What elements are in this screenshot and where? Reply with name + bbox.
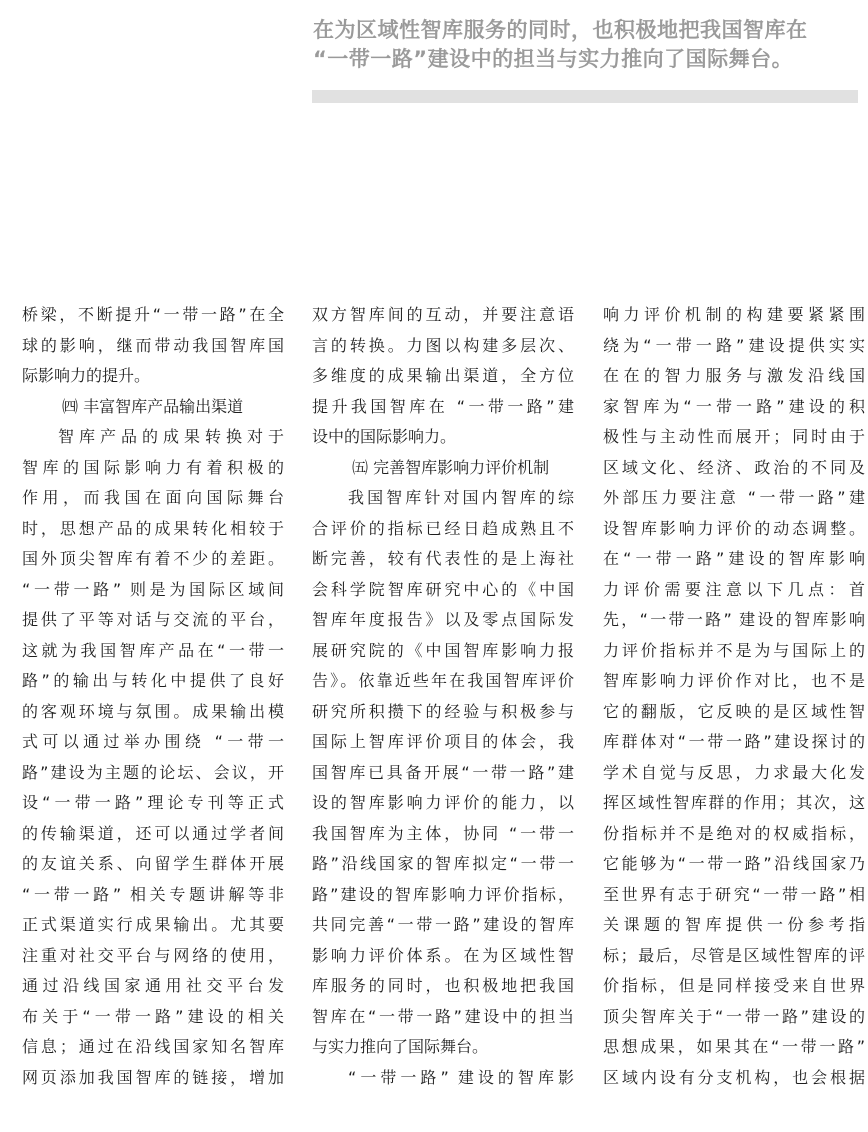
body-text-line: 响力评价机制的构建要紧紧围: [603, 305, 865, 324]
body-text-line: 提供了平等对话与交流的平台，: [22, 610, 284, 629]
body-text-line: 外部压力要注意 “一带一路”建: [603, 488, 865, 507]
body-text-line: 智库的国际影响力有着积极的: [22, 457, 284, 477]
body-text-line: 际影响力的提升。: [22, 366, 151, 385]
body-text-line: 我国智库为主体，协同 “一带一: [312, 823, 574, 843]
body-text-line: 挥区域性智库群的作用；其次，这: [603, 793, 865, 812]
body-text-line: 库服务的同时，也积极地把我国: [312, 976, 574, 995]
body-text-line: 言的转换。力图以构建多层次、: [312, 335, 574, 355]
body-text-line: 时，思想产品的成果转化相较于: [22, 518, 284, 538]
body-text-line: 设“一带一路”理论专刊等正式: [22, 793, 284, 812]
body-text-line: 信息；通过在沿线国家知名智库: [22, 1037, 284, 1056]
body-text-line: 的友谊关系、向留学生群体开展: [22, 854, 284, 873]
body-text-line: 力评价需要注意以下几点：首: [603, 579, 865, 599]
body-text-line: 绕为“一带一路”建设提供实实: [603, 335, 865, 355]
body-text-line: 影响力评价体系。在为区域性智: [312, 945, 574, 965]
body-text-line: 学术自觉与反思，力求最大化发: [603, 762, 865, 782]
body-text-line: 在“一带一路”建设的智库影响: [603, 549, 865, 568]
body-text-line: “一带一路” 相关专题讲解等非: [22, 884, 284, 904]
section-heading: ㈣ 丰富智库产品输出渠道: [62, 396, 244, 416]
body-text-line: 价指标，但是同样接受来自世界: [603, 976, 865, 995]
body-text-line: 的客观环境与氛围。成果输出模: [22, 701, 284, 721]
body-text-line: 标；最后，尽管是区域性智库的评: [603, 945, 865, 965]
body-text-line: 设的智库影响力评价的能力，以: [312, 793, 574, 812]
body-text-line: 正式渠道实行成果输出。尤其要: [22, 915, 284, 934]
text-column-left: [22, 300, 284, 1093]
body-text-line: 思想成果，如果其在“一带一路”: [603, 1037, 865, 1056]
body-text-line: 力评价指标并不是为与国际上的: [603, 640, 865, 660]
body-text-line: 注重对社交平台与网络的使用，: [22, 945, 284, 965]
body-text-line: 库群体对“一带一路”建设探讨的: [603, 732, 865, 751]
body-text-line: 桥梁，不断提升“一带一路”在全: [22, 305, 284, 324]
body-text-line: 智库在“一带一路”建设中的担当: [312, 1006, 574, 1026]
section-heading: ㈤ 完善智库影响力评价机制: [352, 457, 550, 477]
pull-quote: [313, 16, 868, 74]
body-text-line: 设智库影响力评价的动态调整。: [603, 518, 865, 538]
body-text-line: 我国智库针对国内智库的综: [348, 488, 574, 507]
body-text-line: 家智库为“一带一路”建设的积: [603, 396, 865, 416]
body-text-line: 份指标并不是绝对的权威指标，: [603, 823, 865, 843]
body-text-line: 断完善，较有代表性的是上海社: [312, 549, 574, 568]
body-text-line: 路”建设的智库影响力评价指标，: [312, 884, 574, 904]
body-text-line: 区域内设有分支机构，也会根据: [603, 1067, 865, 1087]
body-text-line: 国智库已具备开展“一带一路”建: [312, 762, 574, 782]
body-text-line: 共同完善“一带一路”建设的智库: [312, 915, 574, 934]
body-text-line: 与实力推向了国际舞台。: [312, 1037, 489, 1056]
body-text-line: 国际上智库评价项目的体会，我: [312, 732, 574, 751]
text-column-middle: [312, 300, 574, 1093]
body-text-line: 多维度的成果输出渠道，全方位: [312, 366, 574, 385]
body-text-line: 它能够为“一带一路”沿线国家乃: [603, 854, 865, 873]
body-text-line: 提升我国智库在 “一带一路”建: [312, 396, 574, 416]
body-text-line: 在在的智力服务与激发沿线国: [603, 366, 865, 385]
body-text-line: 研究所积攒下的经验与积极参与: [312, 701, 574, 721]
body-text-line: 路”建设为主题的论坛、会议，开: [22, 762, 284, 782]
body-text-line: 式可以通过举办围绕 “一带一: [22, 732, 284, 751]
body-text-line: 区域文化、经济、政治的不同及: [603, 457, 865, 477]
body-text-line: 顶尖智库关于“一带一路”建设的: [603, 1006, 865, 1026]
body-text-line: 关课题的智库提供一份参考指: [603, 915, 865, 934]
body-text-line: 它的翻版，它反映的是区域性智: [603, 701, 865, 721]
body-text-line: 这就为我国智库产品在“一带一: [22, 640, 284, 660]
body-text-line: 作用，而我国在面向国际舞台: [22, 488, 284, 507]
body-text-line: 网页添加我国智库的链接，增加: [22, 1067, 284, 1087]
body-text-line: 设中的国际影响力。: [312, 427, 457, 446]
body-text-line: 智库年度报告》以及零点国际发: [312, 610, 574, 629]
body-text-line: 路”的输出与转化中提供了良好: [22, 671, 284, 690]
body-text-line: 极性与主动性而展开；同时由于: [603, 427, 865, 446]
body-text-line: 合评价的指标已经日趋成熟且不: [312, 518, 574, 538]
body-text-line: 至世界有志于研究“一带一路”相: [603, 884, 865, 904]
body-text-line: “一带一路” 则是为国际区域间: [22, 579, 284, 599]
body-text-line: 先，“一带一路” 建设的智库影响: [603, 610, 865, 629]
text-column-right: [603, 300, 865, 1093]
body-text-line: 国外顶尖智库有着不少的差距。: [22, 549, 284, 568]
pull-quote-line: 在为区域性智库服务的同时，也积极地把我国智库在: [313, 18, 808, 42]
body-text-line: 会科学院智库研究中心的《中国: [312, 579, 574, 599]
body-text-line: 智库产品的成果转换对于: [58, 427, 284, 446]
body-text-line: 告》。依靠近些年在我国智库评价: [312, 671, 574, 690]
body-text-line: 的传输渠道，还可以通过学者间: [22, 823, 284, 843]
body-text-line: 通过沿线国家通用社交平台发: [22, 976, 284, 995]
body-text-line: “一带一路” 建设的智库影: [348, 1067, 574, 1087]
body-text-line: 路”沿线国家的智库拟定“一带一: [312, 854, 574, 873]
pull-quote-divider: [312, 90, 858, 103]
body-text-line: 球的影响，继而带动我国智库国: [22, 335, 284, 355]
body-text-line: 布关于“一带一路”建设的相关: [22, 1006, 284, 1026]
body-text-line: 展研究院的《中国智库影响力报: [312, 640, 574, 660]
pull-quote-line: “一带一路”建设中的担当与实力推向了国际舞台。: [313, 47, 794, 71]
body-text-line: 双方智库间的互动，并要注意语: [312, 305, 574, 324]
body-text-line: 智库影响力评价作对比，也不是: [603, 671, 865, 690]
